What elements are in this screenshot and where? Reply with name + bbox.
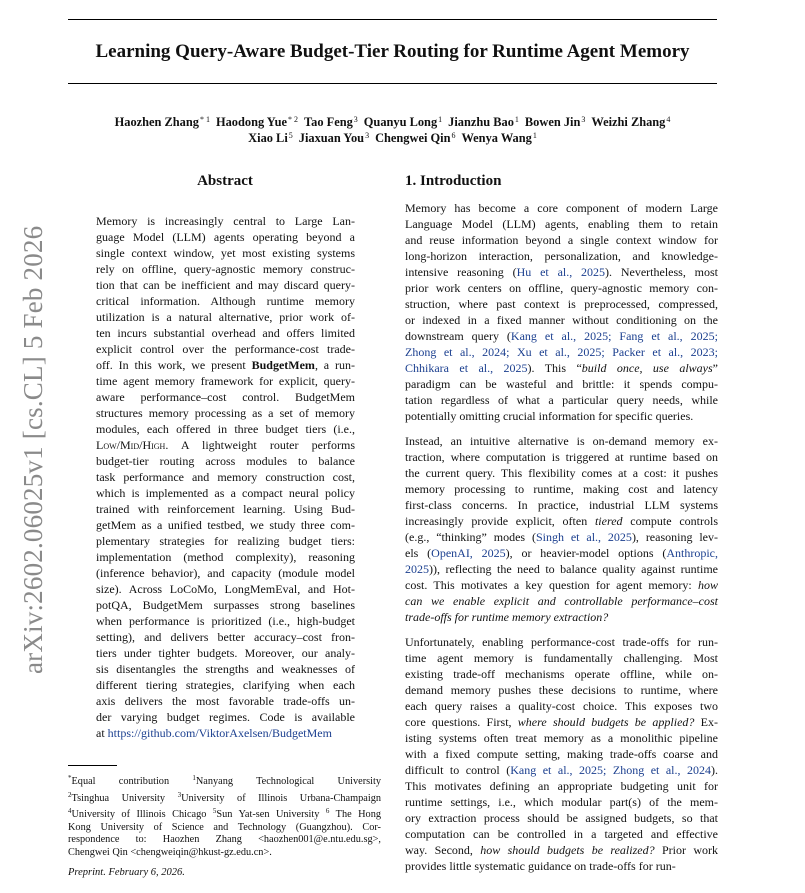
affiliation-mark: 4 bbox=[666, 115, 671, 124]
abstract-line: guage Model (LLM) agents operating beyond a bbox=[96, 230, 355, 244]
paragraph-gap bbox=[405, 625, 718, 634]
abstract-heading: Abstract bbox=[197, 173, 253, 189]
footnote-line: $^2$Tsinghua University $^3$University of Illinois Urbana-Champaign bbox=[68, 790, 381, 804]
abstract-line: Memory is increasingly central to Large Lan- bbox=[96, 214, 355, 228]
abstract-line: tiers under tighter budgets. Moreover, our analy- bbox=[96, 646, 355, 660]
preprint-note: Preprint. February 6, 2026. bbox=[68, 867, 185, 878]
affiliation-mark: 3 bbox=[353, 115, 358, 124]
citation-link[interactable]: OpenAI, 2025 bbox=[431, 546, 506, 560]
introduction-line: struction, where past context is preprocessed, compressed, bbox=[405, 297, 718, 311]
abstract-line: Low/Mid/High. A lightweight router performs bbox=[96, 438, 355, 452]
abstract-line: off. In this work, we present BudgetMem, a run- bbox=[96, 358, 355, 372]
footnote-line: respondence to: Haozhen Zhang <haozhen001@e.ntu.edu.sg>, bbox=[68, 834, 381, 846]
author-name: Jiaxuan You$^3$ bbox=[298, 131, 370, 145]
author-name: Quanyu Long$^1$ bbox=[363, 115, 443, 129]
abstract-line: potQA, BudgetMem surpasses strong baselines bbox=[96, 598, 355, 612]
footnote bbox=[68, 772, 381, 860]
title-rule-top bbox=[68, 19, 717, 20]
affiliation-mark: 5 bbox=[212, 807, 217, 816]
abstract-line: task performance and memory construction cost, bbox=[96, 470, 355, 484]
affiliation-mark: 1 bbox=[532, 131, 537, 140]
citation-link[interactable]: https://github.com/ViktorAxelsen/BudgetMem bbox=[107, 726, 332, 740]
abstract-line: plementary strategies for realizing budget tiers: bbox=[96, 534, 355, 548]
emphasis-text: how should budgets be realized? bbox=[480, 843, 655, 857]
abstract-body bbox=[96, 213, 355, 741]
introduction-line: ory extraction process should be assigned budgets, so that bbox=[405, 811, 718, 825]
abstract-line: at https://github.com/ViktorAxelsen/BudgetMem bbox=[96, 726, 332, 740]
abstract-line: aware performance–cost control. BudgetMem bbox=[96, 390, 355, 404]
emphasis-text: how bbox=[697, 578, 718, 592]
introduction-line: prior work centers on offline, query-agnostic memory con- bbox=[405, 281, 718, 295]
affiliation-mark: 3 bbox=[365, 131, 370, 140]
introduction-line: existing trade-off mechanisms operate offline, while on- bbox=[405, 667, 718, 681]
introduction-line: demand memory pushes these decisions to runtime, where bbox=[405, 683, 718, 697]
paper-title: Learning Query-Aware Budget-Tier Routing for Runtime Agent Memory bbox=[95, 41, 690, 62]
bold-term: BudgetMem bbox=[251, 358, 315, 372]
emphasis-text: trade-offs for runtime memory extraction? bbox=[405, 610, 609, 624]
introduction-line bbox=[405, 344, 718, 360]
author-name: Jianzhu Bao$^1$ bbox=[448, 115, 519, 129]
abstract-line: rely on offline, query-agnostic memory construc- bbox=[96, 262, 355, 276]
footnote-line: $^4$University of Illinois Chicago $^5$Sun Yat-sen University $^6$ The Hong bbox=[68, 807, 381, 821]
abstract-line: setting), and delivers better accuracy–cost fron- bbox=[96, 630, 355, 644]
abstract-line: getMem as a unified testbed, we study three com- bbox=[96, 518, 355, 532]
author-name: Xiao Li$^5$ bbox=[248, 131, 293, 145]
affiliation-mark: 3 bbox=[581, 115, 586, 124]
introduction-body bbox=[405, 200, 718, 874]
abstract-line: axis delivers the most favorable trade-offs un- bbox=[96, 694, 355, 708]
affiliation-mark: 2 bbox=[68, 790, 72, 799]
affiliation-mark: 1 bbox=[438, 115, 443, 124]
emphasis-text: tiered bbox=[594, 514, 623, 528]
introduction-line: potentially omitting crucial information for specific queries. bbox=[405, 409, 694, 423]
footnote-line: *Equal contribution $^1$Nanyang Technological University bbox=[68, 774, 381, 787]
introduction-line: (e.g., “thinking” modes (Singh et al., 2025), reasoning lev- bbox=[405, 530, 719, 544]
citation-link[interactable]: Kang et al., 2025; Zhong et al., 2024 bbox=[510, 763, 712, 777]
citation-link[interactable]: Kang et al., 2025; Fang et al., 2025; bbox=[510, 329, 718, 343]
abstract-line: budget-tier routing across modules to balance bbox=[96, 454, 355, 468]
abstract-line: modules, each offered in three budget tiers (i.e., bbox=[96, 422, 355, 436]
affiliation-mark: 1 bbox=[192, 774, 196, 782]
affiliation-mark: 3 bbox=[177, 790, 182, 799]
abstract-line: time agent memory framework for explicit, query- bbox=[96, 374, 355, 388]
citation-link[interactable]: Hu et al., 2025 bbox=[516, 265, 606, 279]
author-name: Chengwei Qin$^6$ bbox=[375, 131, 456, 145]
introduction-line bbox=[405, 593, 718, 609]
citation-link[interactable]: Zhong et al., 2024; Xu et al., 2025; Packer et al., 2023; bbox=[405, 345, 718, 359]
footnote-rule bbox=[68, 765, 117, 766]
abstract-line: der varying budget regimes. Code is available bbox=[96, 710, 355, 724]
affiliation-mark: 6 bbox=[325, 807, 330, 816]
emphasis-text: build once, use always bbox=[581, 361, 713, 375]
introduction-line: Instead, an intuitive alternative is on-demand memory ex- bbox=[405, 434, 718, 448]
citation-link[interactable]: Chhikara et al., 2025 bbox=[405, 361, 528, 375]
introduction-line: runtime settings, i.e., which modular part(s) of the mem- bbox=[405, 795, 718, 809]
arxiv-identifier: arXiv:2602.06025v1 [cs.CL] 5 Feb 2026 bbox=[18, 225, 48, 674]
abstract-line: different tiering strategies, clarifying when each bbox=[96, 678, 355, 692]
affiliation-mark: 1 bbox=[514, 115, 519, 124]
abstract-line: critical information. Although runtime memory bbox=[96, 294, 355, 308]
introduction-line: each query raises a quality-cost choice. This exposes two bbox=[405, 699, 718, 713]
introduction-line: provides little systematic guidance on trade-offs for run- bbox=[405, 859, 676, 873]
abstract-line: (inference behavior), and capacity (module model bbox=[96, 566, 355, 580]
introduction-line: Memory has become a core component of modern Large bbox=[405, 201, 718, 215]
introduction-line: traction, where computation is triggered at runtime based on bbox=[405, 450, 718, 464]
abstract-line: ten incurs substantial overhead and offers limited bbox=[96, 326, 355, 340]
abstract-line: explicit control over the performance-cost trade- bbox=[96, 342, 355, 356]
abstract-line: sis disentangles the strengths and weaknesses of bbox=[96, 662, 355, 676]
introduction-line bbox=[405, 609, 718, 625]
emphasis-text: where should budgets be applied? bbox=[517, 715, 695, 729]
abstract-line: implementation (method complexity), reasoning bbox=[96, 550, 355, 564]
paragraph-gap bbox=[405, 424, 718, 433]
footnote-line: Chengwei Qin <chengweiqin@hkust-gz.edu.cn>. bbox=[68, 846, 272, 858]
abstract-line: trained with reinforcement learning. Using Bud- bbox=[96, 502, 355, 516]
author-list-line-2 bbox=[68, 128, 717, 146]
affiliation-mark: * 1 bbox=[199, 115, 210, 124]
abstract-line: single context window, yet most existing systems bbox=[96, 246, 355, 260]
author-name: Wenya Wang$^1$ bbox=[461, 131, 537, 145]
small-caps-text: Low/Mid/High bbox=[96, 438, 166, 452]
abstract-line: tion that can be inefficient and may discard query- bbox=[96, 278, 355, 292]
introduction-line: intensive reasoning (Hu et al., 2025). Nevertheless, most bbox=[405, 265, 718, 279]
author-name: Tao Feng$^3$ bbox=[304, 115, 358, 129]
introduction-line: long-horizon interaction, personalization, and knowledge- bbox=[405, 249, 718, 263]
affiliation-mark: * bbox=[68, 774, 72, 782]
introduction-heading: 1. Introduction bbox=[405, 173, 502, 189]
introduction-line: Language Model (LLM) agents, enabling them to retain bbox=[405, 217, 718, 231]
introduction-line: way. Second, how should budgets be realized? Prior work bbox=[405, 843, 718, 857]
introduction-line: cost. This motivates a key question for agent memory: how bbox=[405, 578, 718, 592]
introduction-line: memory processing to runtime, making cost and latency bbox=[405, 482, 718, 496]
affiliation-mark: 4 bbox=[68, 807, 72, 816]
introduction-line: computation can be controlled in a targeted and effective bbox=[405, 827, 718, 841]
author-name: Haozhen Zhang$^{* 1}$ bbox=[114, 115, 210, 129]
citation-link[interactable]: 2025 bbox=[405, 562, 429, 576]
introduction-line: paradigm can be wasteful and brittle: it spends compu- bbox=[405, 377, 718, 391]
citation-link[interactable]: Anthropic, bbox=[666, 546, 718, 560]
abstract-line: which is implemented as a compact neural policy bbox=[96, 486, 355, 500]
emphasis-text: can we enable explicit and controllable performance–cost bbox=[405, 594, 718, 608]
introduction-line: or indexed in a fixed manner without conditioning on the bbox=[405, 313, 718, 327]
introduction-line: Chhikara et al., 2025). This “build once, use always” bbox=[405, 361, 718, 375]
introduction-line: isting systems often treat memory as a monolithic pipeline bbox=[405, 731, 718, 745]
introduction-line: tation regardless of what a particular query needs, while bbox=[405, 393, 718, 407]
introduction-line: increasingly provide explicit, often tiered compute controls bbox=[405, 514, 719, 528]
title-rule-bottom bbox=[68, 83, 717, 84]
introduction-line: downstream query (Kang et al., 2025; Fang et al., 2025; bbox=[405, 329, 718, 343]
author-name: Haodong Yue$^{* 2}$ bbox=[215, 115, 299, 129]
introduction-line: and reuse information beyond a single context window for bbox=[405, 233, 718, 247]
introduction-line: first-class concerns. In practice, industrial LLM systems bbox=[405, 498, 718, 512]
introduction-line: difficult to control (Kang et al., 2025; Zhong et al., 2024). bbox=[405, 763, 719, 777]
abstract-line: utilization is a natural alternative, prior work of- bbox=[96, 310, 355, 324]
abstract-line: size). Across LoCoMo, LongMemEval, and Hot- bbox=[96, 582, 355, 596]
abstract-line: structures memory processing as a set of memory bbox=[96, 406, 355, 420]
footnote-line: Kong University of Science and Technology (Guangzhou). Cor- bbox=[68, 821, 381, 833]
introduction-line: Unfortunately, enabling performance-cost trade-offs for run- bbox=[405, 635, 718, 649]
introduction-line: the current query. This flexibility comes at a cost: it pushes bbox=[405, 466, 718, 480]
affiliation-mark: 6 bbox=[451, 131, 456, 140]
introduction-line: els (OpenAI, 2025), or heavier-model options (Anthropic, bbox=[405, 546, 718, 560]
author-name: Bowen Jin$^3$ bbox=[524, 115, 586, 129]
abstract-line: when performance is prioritized (i.e., high-budget bbox=[96, 614, 355, 628]
citation-link[interactable]: Singh et al., 2025 bbox=[535, 530, 632, 544]
author-name: Weizhi Zhang$^4$ bbox=[591, 115, 671, 129]
introduction-line: with a fixed compute setting, making trade-offs coarse and bbox=[405, 747, 718, 761]
introduction-line: This motivates defining an appropriate budgeting unit for bbox=[405, 779, 718, 793]
introduction-line: core questions. First, where should budgets be applied? Ex- bbox=[405, 715, 718, 729]
affiliation-mark: 5 bbox=[288, 131, 293, 140]
introduction-line: time agent memory is fundamentally challenging. Most bbox=[405, 651, 718, 665]
introduction-line: 2025)), reflecting the need to balance quality against runtime bbox=[405, 562, 718, 576]
affiliation-mark: * 2 bbox=[288, 115, 299, 124]
